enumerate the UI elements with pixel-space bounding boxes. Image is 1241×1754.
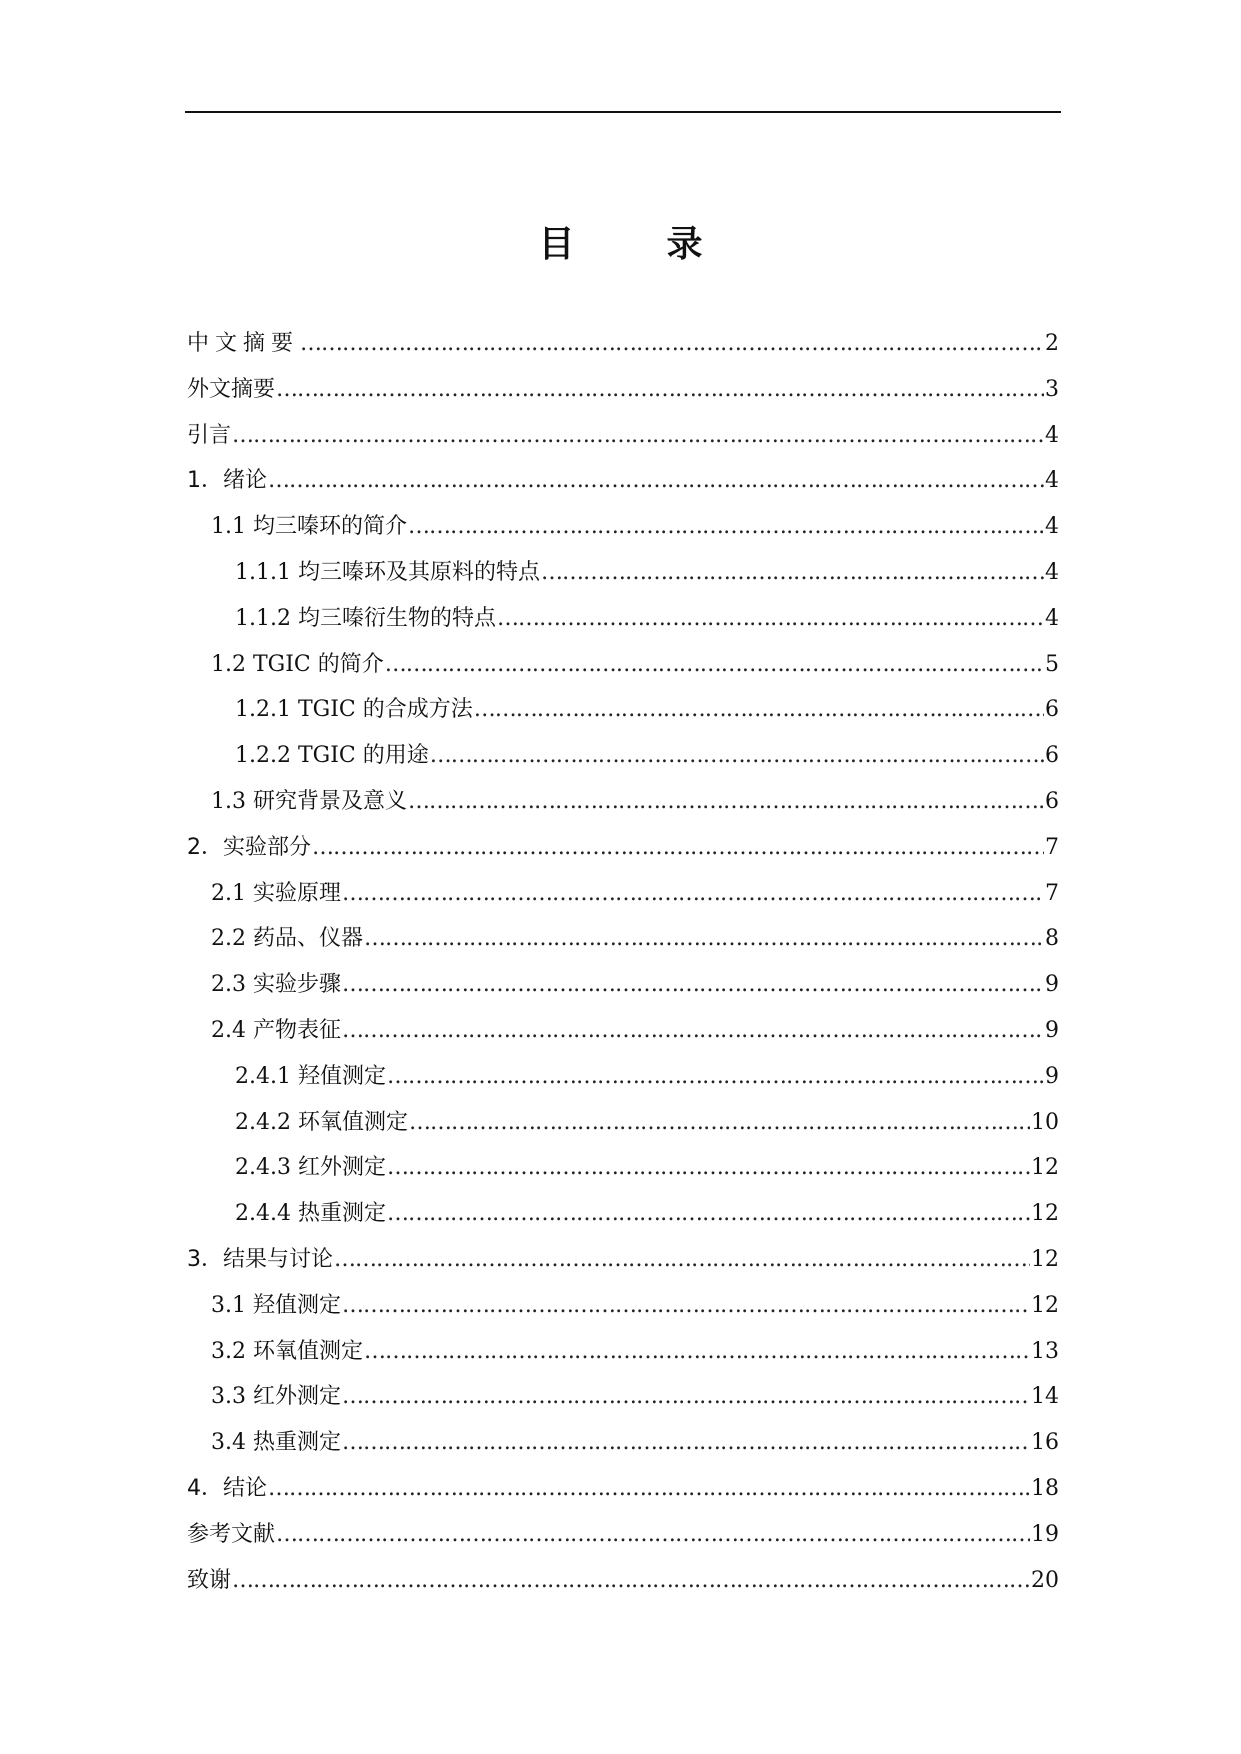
toc-page-number: 7: [1045, 834, 1059, 860]
toc-page-number: 6: [1045, 697, 1059, 723]
toc-page-number: 4: [1045, 514, 1059, 540]
toc-entry-references[interactable]: [187, 1512, 1059, 1558]
toc-leader: [342, 1283, 1030, 1329]
toc-label: 1.2.2 TGIC 的用途: [235, 743, 429, 769]
toc-label: 参考文献: [187, 1521, 276, 1547]
toc-label: 2．实验部分: [187, 834, 311, 860]
toc-label: 2.4.2 环氧值测定: [235, 1109, 408, 1135]
toc-page-number: 10: [1031, 1109, 1059, 1135]
toc-label: 1.1.2 均三嗪衍生物的特点: [235, 605, 496, 631]
toc-page-number: 4: [1045, 605, 1059, 631]
toc-page-number: 13: [1031, 1338, 1059, 1364]
toc-entry-2-4-2[interactable]: [187, 1100, 1059, 1146]
toc-leader: [300, 321, 1044, 367]
toc-leader: [342, 871, 1044, 917]
toc-page-number: 4: [1045, 468, 1059, 494]
toc-leader: [276, 367, 1044, 413]
toc-label: 3.2 环氧值测定: [211, 1338, 363, 1364]
toc-entry-introduction[interactable]: [187, 413, 1059, 459]
toc-leader: [334, 1237, 1030, 1283]
toc-leader: [408, 504, 1044, 550]
toc-leader: [364, 916, 1044, 962]
toc-entry-2-4[interactable]: [187, 1008, 1059, 1054]
toc-leader: [541, 550, 1044, 596]
toc-entry-chinese-abstract[interactable]: [187, 321, 1059, 367]
toc-page-number: 4: [1045, 559, 1059, 585]
toc-entry-2-3[interactable]: [187, 962, 1059, 1008]
toc-page-number: 9: [1045, 1063, 1059, 1089]
toc-entry-2-4-1[interactable]: [187, 1054, 1059, 1100]
toc-label: 3.4 热重测定: [211, 1430, 341, 1456]
toc-label: 1．绪论: [187, 468, 267, 494]
toc-leader: [268, 1466, 1030, 1512]
toc-label: 1.2.1 TGIC 的合成方法: [235, 697, 473, 723]
toc-leader: [232, 1558, 1030, 1604]
toc-leader: [268, 458, 1044, 504]
toc-leader: [387, 1054, 1044, 1100]
toc-leader: [408, 779, 1044, 825]
toc-entry-foreign-abstract[interactable]: [187, 367, 1059, 413]
toc-label: 3.1 羟值测定: [211, 1292, 341, 1318]
page-title: 目 录: [538, 224, 731, 265]
toc-label: 3.3 红外测定: [211, 1384, 341, 1410]
toc-leader: [364, 1329, 1030, 1375]
toc-entry-2-2[interactable]: [187, 916, 1059, 962]
toc-label: 1.2 TGIC 的简介: [211, 651, 384, 677]
toc-entry-1-2-2[interactable]: [187, 733, 1059, 779]
toc-label: 1.3 研究背景及意义: [211, 788, 407, 814]
toc-label: 2.3 实验步骤: [211, 972, 341, 998]
toc-label: 1.1.1 均三嗪环及其原料的特点: [235, 559, 540, 585]
toc-page-number: 6: [1045, 788, 1059, 814]
toc-entry-1-1-1[interactable]: [187, 550, 1059, 596]
toc-label: 1.1 均三嗪环的简介: [211, 514, 407, 540]
toc-leader: [430, 733, 1044, 779]
toc-page-number: 14: [1031, 1384, 1059, 1410]
toc-leader: [312, 825, 1044, 871]
toc-entry-1-2-1[interactable]: [187, 687, 1059, 733]
toc-page-number: 20: [1031, 1567, 1059, 1593]
toc-page-number: 12: [1031, 1292, 1059, 1318]
toc-page-number: 8: [1045, 926, 1059, 952]
toc-entry-chapter-1[interactable]: [187, 458, 1059, 504]
toc-entry-2-4-4[interactable]: [187, 1191, 1059, 1237]
toc-leader: [276, 1512, 1030, 1558]
toc-label: 2.4.1 羟值测定: [235, 1063, 386, 1089]
toc-page-number: 12: [1031, 1246, 1059, 1272]
toc-entry-acknowledgements[interactable]: [187, 1558, 1059, 1604]
toc-leader: [342, 1420, 1030, 1466]
toc-leader: [342, 1374, 1030, 1420]
toc-page-number: 9: [1045, 972, 1059, 998]
toc-leader: [385, 642, 1044, 688]
toc-label: 4．结论: [187, 1475, 267, 1501]
toc-label: 致谢: [187, 1567, 232, 1593]
toc-label: 引言: [187, 422, 232, 448]
toc-label: 中文摘要: [187, 331, 300, 356]
toc-label: 2.1 实验原理: [211, 880, 341, 906]
toc-leader: [497, 596, 1044, 642]
toc-entry-3-1[interactable]: [187, 1283, 1059, 1329]
toc-page-number: 12: [1031, 1201, 1059, 1227]
toc-leader: [409, 1100, 1030, 1146]
toc-page-number: 6: [1045, 743, 1059, 769]
toc-entry-1-1-2[interactable]: [187, 596, 1059, 642]
toc-page-number: 2: [1045, 331, 1059, 356]
toc-label: 3．结果与讨论: [187, 1246, 333, 1272]
toc-leader: [232, 413, 1044, 459]
toc-entry-3-4[interactable]: [187, 1420, 1059, 1466]
toc-leader: [387, 1145, 1030, 1191]
toc-entry-chapter-2[interactable]: [187, 825, 1059, 871]
toc-page-number: 12: [1031, 1155, 1059, 1181]
toc-page-number: 4: [1045, 422, 1059, 448]
table-of-contents: [187, 321, 1059, 1603]
toc-entry-3-3[interactable]: [187, 1374, 1059, 1420]
toc-leader: [387, 1191, 1030, 1237]
toc-page-number: 19: [1031, 1521, 1059, 1547]
toc-page-number: 18: [1031, 1475, 1059, 1501]
toc-label: 2.2 药品、仪器: [211, 926, 363, 952]
toc-page-number: 16: [1031, 1430, 1059, 1456]
toc-label: 外文摘要: [187, 376, 276, 402]
toc-page-number: 5: [1045, 651, 1059, 677]
toc-leader: [342, 962, 1044, 1008]
toc-entry-chapter-4[interactable]: [187, 1466, 1059, 1512]
toc-entry-2-4-3[interactable]: [187, 1145, 1059, 1191]
toc-entry-2-1[interactable]: [187, 871, 1059, 917]
toc-label: 2.4 产物表征: [211, 1017, 341, 1043]
toc-entry-1-1[interactable]: [187, 504, 1059, 550]
toc-label: 2.4.4 热重测定: [235, 1201, 386, 1227]
toc-leader: [342, 1008, 1044, 1054]
toc-entry-1-3[interactable]: [187, 779, 1059, 825]
toc-entry-1-2[interactable]: [187, 642, 1059, 688]
toc-entry-chapter-3[interactable]: [187, 1237, 1059, 1283]
header-rule: [185, 111, 1061, 113]
toc-label: 2.4.3 红外测定: [235, 1155, 386, 1181]
toc-page-number: 3: [1045, 376, 1059, 402]
toc-page-number: 7: [1045, 880, 1059, 906]
toc-page-number: 9: [1045, 1017, 1059, 1043]
toc-entry-3-2[interactable]: [187, 1329, 1059, 1375]
toc-leader: [474, 687, 1044, 733]
